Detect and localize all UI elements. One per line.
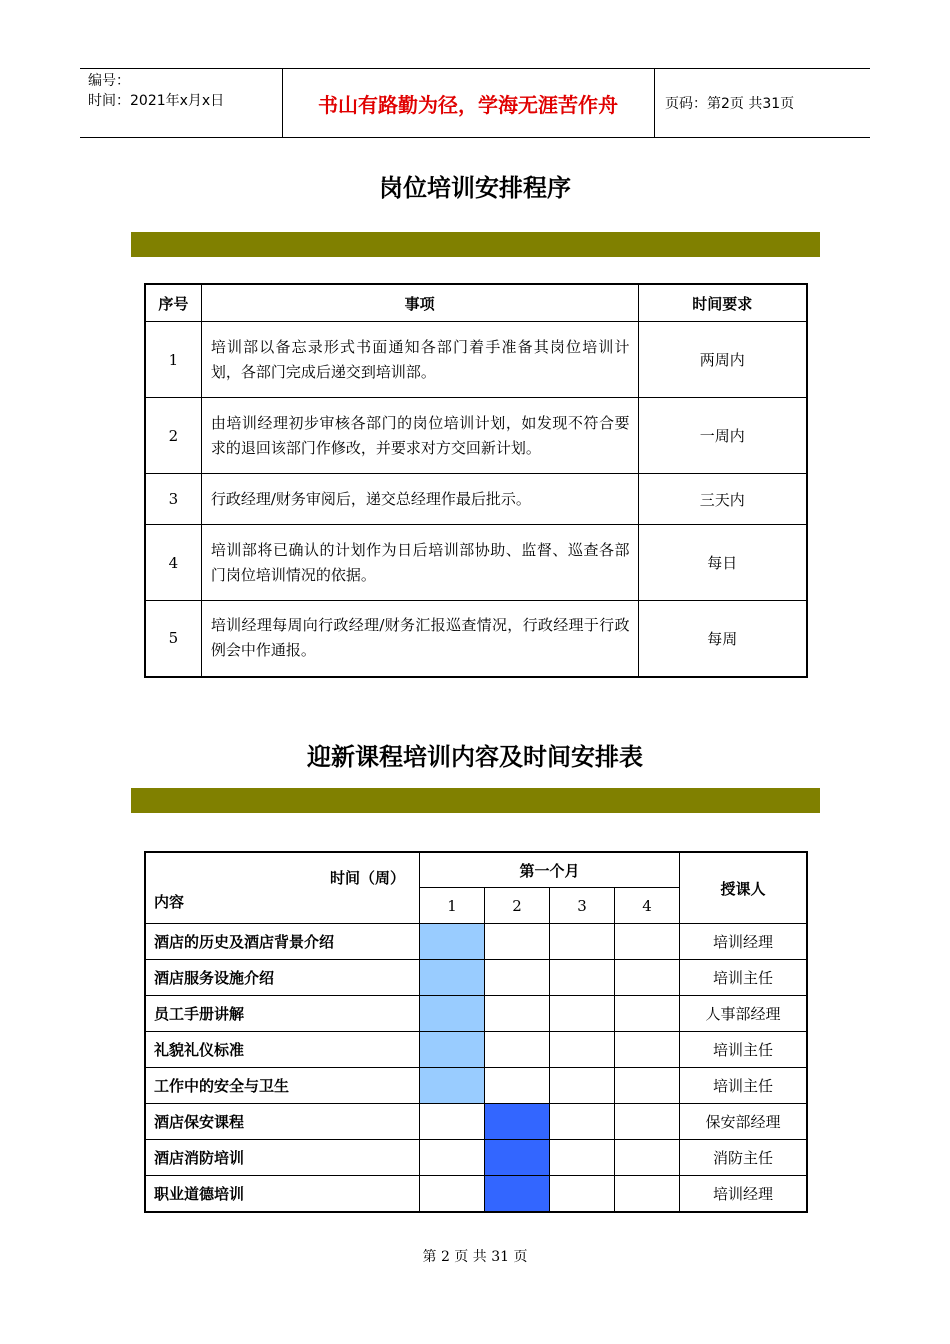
- schedule-row: [145, 996, 807, 1032]
- table-row: [145, 398, 807, 474]
- week-cell-3: [550, 1104, 615, 1140]
- teacher-header: 授课人: [680, 852, 808, 924]
- training-procedure-table: [144, 283, 808, 678]
- week-cell-3: [550, 960, 615, 996]
- course-name: 员工手册讲解: [145, 996, 420, 1032]
- row-item: 培训经理每周向行政经理/财务汇报巡查情况，行政经理于行政例会中作通报。: [201, 601, 638, 677]
- col-header-no: 序号: [145, 284, 201, 322]
- row-time: 每周: [638, 601, 807, 677]
- row-item: 行政经理/财务审阅后，递交总经理作最后批示。: [201, 474, 638, 525]
- week-header-1: 1: [420, 888, 485, 924]
- schedule-row: [145, 924, 807, 960]
- row-item: 由培训经理初步审核各部门的岗位培训计划，如发现不符合要求的退回该部门作修改，并要求对方交回新计划。: [201, 398, 638, 474]
- page-footer: 第 2 页 共 31 页: [422, 1249, 528, 1265]
- col-header-time: 时间要求: [638, 284, 807, 322]
- row-time: 每日: [638, 525, 807, 601]
- row-time: 两周内: [638, 322, 807, 398]
- col-header-item: 事项: [201, 284, 638, 322]
- week-header-3: 3: [550, 888, 615, 924]
- orientation-schedule-table: [144, 851, 808, 1213]
- row-time: 三天内: [638, 474, 807, 525]
- schedule-row: [145, 1068, 807, 1104]
- row-number: 3: [145, 474, 201, 525]
- course-teacher: 培训主任: [680, 1032, 808, 1068]
- week-cell-4: [615, 960, 680, 996]
- row-item: 培训部以备忘录形式书面通知各部门着手准备其岗位培训计划，各部门完成后递交到培训部。: [201, 322, 638, 398]
- course-teacher: 人事部经理: [680, 996, 808, 1032]
- course-name: 酒店消防培训: [145, 1140, 420, 1176]
- scheduled-week-cell: [420, 1032, 485, 1068]
- course-teacher: 培训主任: [680, 960, 808, 996]
- week-cell-1: [420, 1140, 485, 1176]
- week-cell-3: [550, 1032, 615, 1068]
- scheduled-week-cell: [485, 1140, 550, 1176]
- number-label: 编号：: [88, 73, 130, 89]
- week-cell-4: [615, 1068, 680, 1104]
- row-number: 4: [145, 525, 201, 601]
- row-number: 5: [145, 601, 201, 677]
- row-number: 1: [145, 322, 201, 398]
- week-cell-4: [615, 924, 680, 960]
- week-cell-2: [485, 996, 550, 1032]
- week-header-4: 4: [615, 888, 680, 924]
- week-cell-2: [485, 1068, 550, 1104]
- section2-divider-bar: [131, 788, 820, 813]
- week-cell-1: [420, 1176, 485, 1213]
- course-name: 职业道德培训: [145, 1176, 420, 1213]
- course-teacher: 培训经理: [680, 924, 808, 960]
- scheduled-week-cell: [420, 924, 485, 960]
- course-name: 工作中的安全与卫生: [145, 1068, 420, 1104]
- week-cell-2: [485, 960, 550, 996]
- section2-title: 迎新课程培训内容及时间安排表: [307, 743, 643, 771]
- month-header: 第一个月: [420, 852, 680, 888]
- week-header-2: 2: [485, 888, 550, 924]
- schedule-row: [145, 1140, 807, 1176]
- schedule-row: [145, 1104, 807, 1140]
- page-header: [80, 68, 870, 138]
- table-row: [145, 525, 807, 601]
- week-cell-3: [550, 924, 615, 960]
- schedule-row: [145, 1032, 807, 1068]
- section1-divider-bar: [131, 232, 820, 257]
- row-number: 2: [145, 398, 201, 474]
- week-cell-2: [485, 924, 550, 960]
- course-teacher: 消防主任: [680, 1140, 808, 1176]
- section1-title: 岗位培训安排程序: [379, 174, 571, 202]
- row-item: 培训部将已确认的计划作为日后培训部协助、监督、巡查各部门岗位培训情况的依据。: [201, 525, 638, 601]
- week-cell-2: [485, 1032, 550, 1068]
- table-row: [145, 322, 807, 398]
- schedule-header-row: [145, 852, 807, 888]
- week-cell-4: [615, 1140, 680, 1176]
- header-motto: 书山有路勤为径，学海无涯苦作舟: [282, 69, 655, 137]
- course-name: 礼貌礼仪标准: [145, 1032, 420, 1068]
- course-name: 酒店的历史及酒店背景介绍: [145, 924, 420, 960]
- week-cell-3: [550, 1176, 615, 1213]
- row-time: 一周内: [638, 398, 807, 474]
- content-label: 内容: [154, 893, 185, 911]
- week-cell-3: [550, 1140, 615, 1176]
- header-page-info: 页码：第2页 共31页: [665, 96, 795, 112]
- scheduled-week-cell: [485, 1104, 550, 1140]
- course-teacher: 培训主任: [680, 1068, 808, 1104]
- scheduled-week-cell: [420, 960, 485, 996]
- scheduled-week-cell: [485, 1176, 550, 1213]
- time-week-label: 时间（周）: [329, 869, 405, 887]
- week-cell-4: [615, 1032, 680, 1068]
- week-cell-1: [420, 1104, 485, 1140]
- table-row: [145, 474, 807, 525]
- week-cell-4: [615, 1176, 680, 1213]
- week-cell-3: [550, 1068, 615, 1104]
- week-cell-3: [550, 996, 615, 1032]
- schedule-row: [145, 1176, 807, 1213]
- header-meta: [80, 69, 283, 137]
- week-cell-4: [615, 996, 680, 1032]
- scheduled-week-cell: [420, 996, 485, 1032]
- table-header-row: [145, 284, 807, 322]
- table-row: [145, 601, 807, 677]
- scheduled-week-cell: [420, 1068, 485, 1104]
- course-teacher: 保安部经理: [680, 1104, 808, 1140]
- course-name: 酒店服务设施介绍: [145, 960, 420, 996]
- diagonal-header-cell: [145, 852, 420, 924]
- schedule-row: [145, 960, 807, 996]
- course-teacher: 培训经理: [680, 1176, 808, 1213]
- week-cell-4: [615, 1104, 680, 1140]
- time-label: 时间：2021年x月x日: [88, 93, 225, 109]
- course-name: 酒店保安课程: [145, 1104, 420, 1140]
